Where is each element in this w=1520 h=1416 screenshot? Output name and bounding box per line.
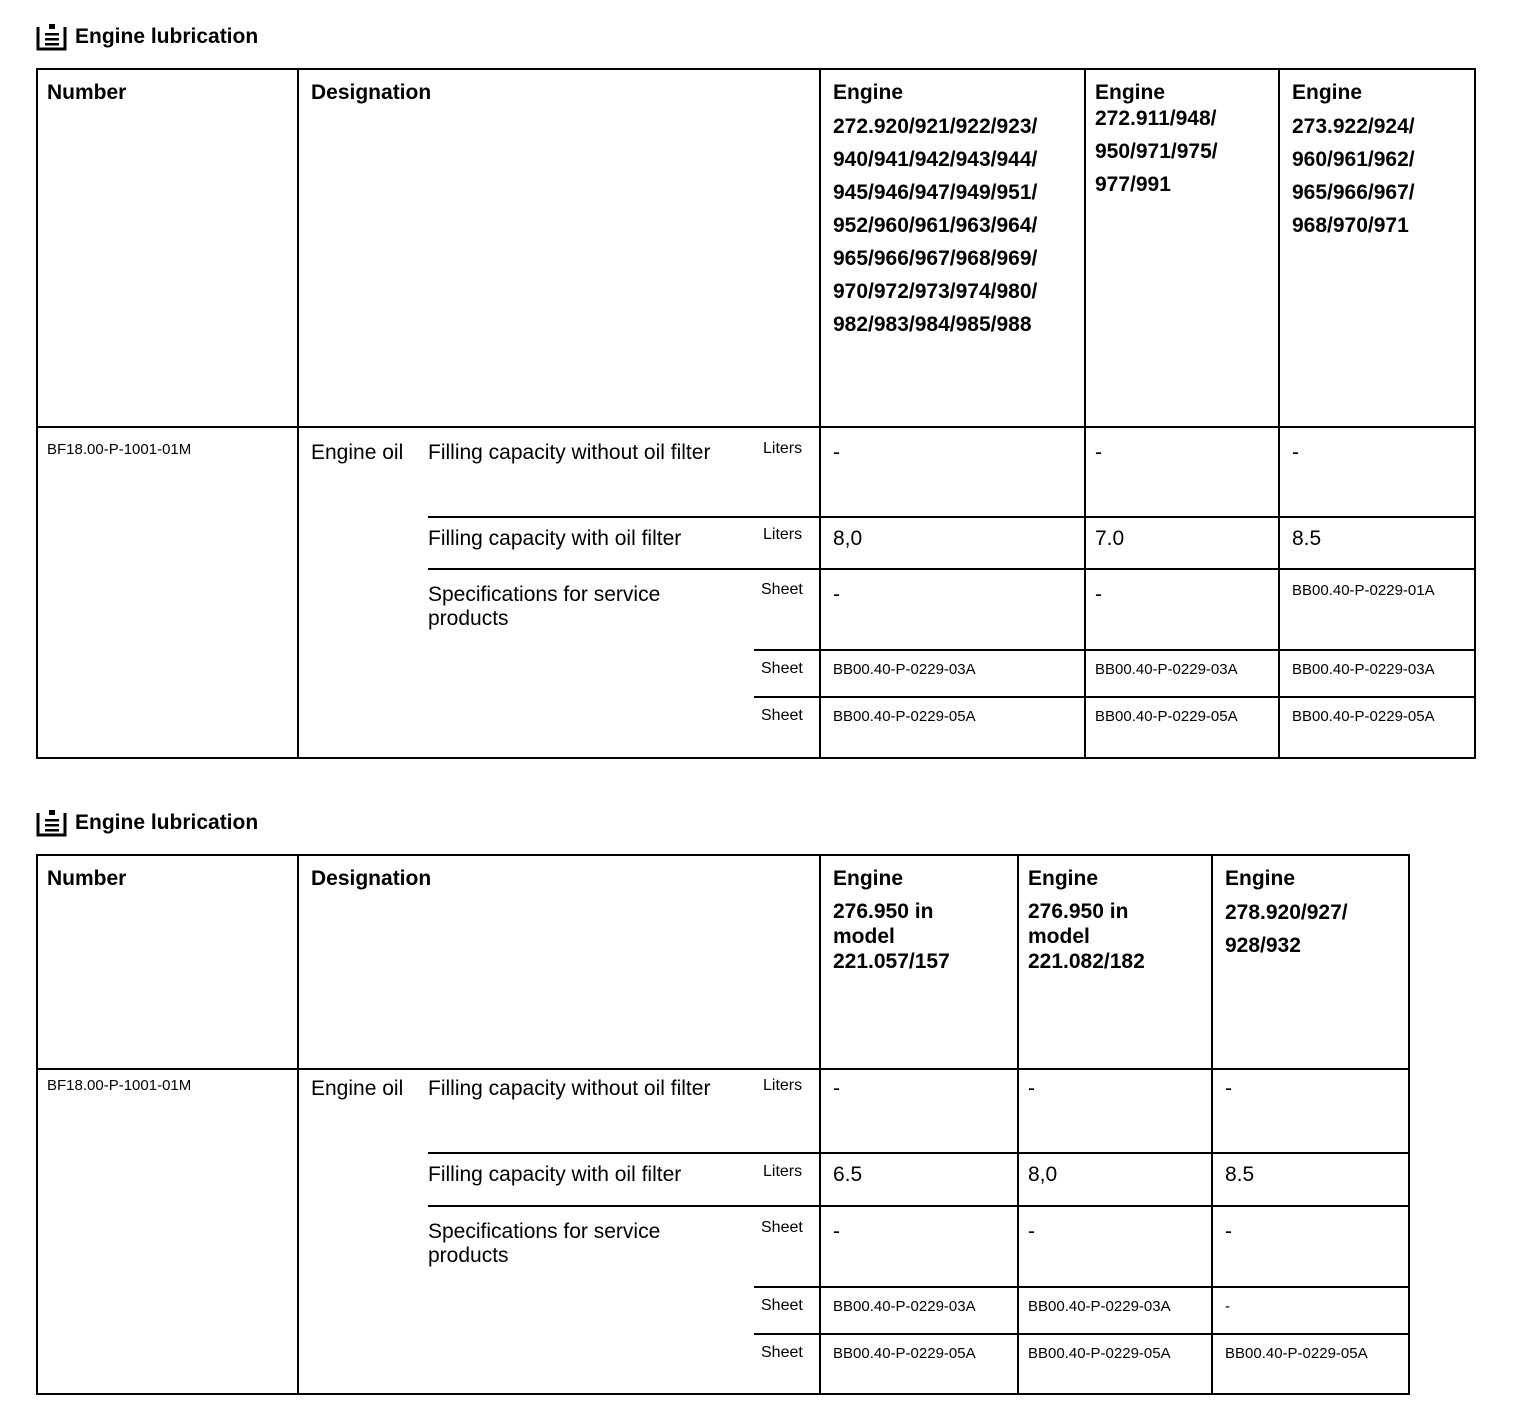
row-label: Specifications for service products [428,1220,661,1267]
section-title [36,806,258,840]
section-title-text: Engine lubrication [75,811,259,834]
cell-value: BB00.40-P-0229-03A [1028,1298,1171,1315]
cell-value: 8,0 [833,527,863,550]
row-label: Filling capacity without oil filter [428,441,711,464]
cell-value: - [1095,583,1102,606]
header-engine-label: Engine [1225,867,1296,890]
row-unit: Sheet [761,1297,803,1314]
row-unit: Liters [763,526,803,543]
header-engine-models: 272.920/921/922/923/ 940/941/942/943/944/ 945/946/947/949/951/ 952/960/961/963/964/ 965/966/967/968/969/ 970/972/973/974/980/ 982/983/984/985/988 [833,115,1038,336]
row-unit: Sheet [761,660,803,677]
cell-value: BB00.40-P-0229-05A [1292,708,1435,725]
header-engine-models: 278.920/927/ 928/932 [1225,901,1348,957]
cell-value: - [833,1077,840,1100]
row-unit: Sheet [761,1219,803,1236]
cell-value: - [1225,1298,1230,1315]
cell-value: 8.5 [1292,527,1322,550]
header-engine-label: Engine [1095,81,1166,104]
cell-value: BB00.40-P-0229-05A [1225,1345,1368,1362]
section-title [36,20,258,54]
cell-value: - [1225,1077,1232,1100]
cell-value: BB00.40-P-0229-03A [833,1298,976,1315]
header-engine-label: Engine [833,81,904,104]
row-label: Filling capacity with oil filter [428,1163,682,1186]
document-list-icon [36,809,68,837]
engine-lubrication-table [36,854,1410,1395]
cell-value: 8.5 [1225,1163,1255,1186]
row-unit: Liters [763,440,803,457]
row-unit: Sheet [761,707,803,724]
cell-value: 7.0 [1095,527,1125,550]
cell-value: BB00.40-P-0229-05A [833,708,976,725]
cell-value: - [1028,1220,1035,1243]
cell-value: BB00.40-P-0229-03A [1292,661,1435,678]
row-label: Specifications for service products [428,583,661,630]
cell-value: - [1225,1220,1232,1243]
cell-value: BB00.40-P-0229-03A [833,661,976,678]
row-label: Filling capacity without oil filter [428,1077,711,1100]
header-engine-label: Engine [833,867,904,890]
row-unit: Liters [763,1163,803,1180]
cell-value: BB00.40-P-0229-05A [1095,708,1238,725]
cell-value: - [1028,1077,1035,1100]
part-number: BF18.00-P-1001-01M [47,1077,192,1094]
cell-value: - [1292,441,1299,464]
header-engine-models: 276.950 in model 221.082/182 [1028,900,1145,973]
cell-value: - [1095,441,1102,464]
part-number: BF18.00-P-1001-01M [47,441,192,458]
section-title-text: Engine lubrication [75,25,259,48]
cell-value: 6.5 [833,1163,863,1186]
row-label: Filling capacity with oil filter [428,527,682,550]
document-list-icon [36,23,68,51]
header-engine-models: 273.922/924/ 960/961/962/ 965/966/967/ 968/970/971 [1292,115,1415,237]
header-number: Number [47,867,127,890]
designation: Engine oil [311,441,404,464]
cell-value: - [833,583,840,606]
row-unit: Sheet [761,1344,803,1361]
cell-value: BB00.40-P-0229-05A [1028,1345,1171,1362]
header-designation: Designation [311,81,432,104]
header-engine-models: 276.950 in model 221.057/157 [833,900,950,973]
header-engine-models: 272.911/948/ 950/971/975/ 977/991 [1095,107,1218,196]
header-engine-label: Engine [1292,81,1363,104]
header-number: Number [47,81,127,104]
designation: Engine oil [311,1077,404,1100]
cell-value: BB00.40-P-0229-03A [1095,661,1238,678]
header-engine-label: Engine [1028,867,1099,890]
cell-value: BB00.40-P-0229-01A [1292,582,1435,599]
row-unit: Sheet [761,581,803,598]
engine-lubrication-table [36,68,1476,759]
cell-value: BB00.40-P-0229-05A [833,1345,976,1362]
cell-value: - [833,441,840,464]
cell-value: 8,0 [1028,1163,1058,1186]
cell-value: - [833,1220,840,1243]
header-designation: Designation [311,867,432,890]
row-unit: Liters [763,1077,803,1094]
